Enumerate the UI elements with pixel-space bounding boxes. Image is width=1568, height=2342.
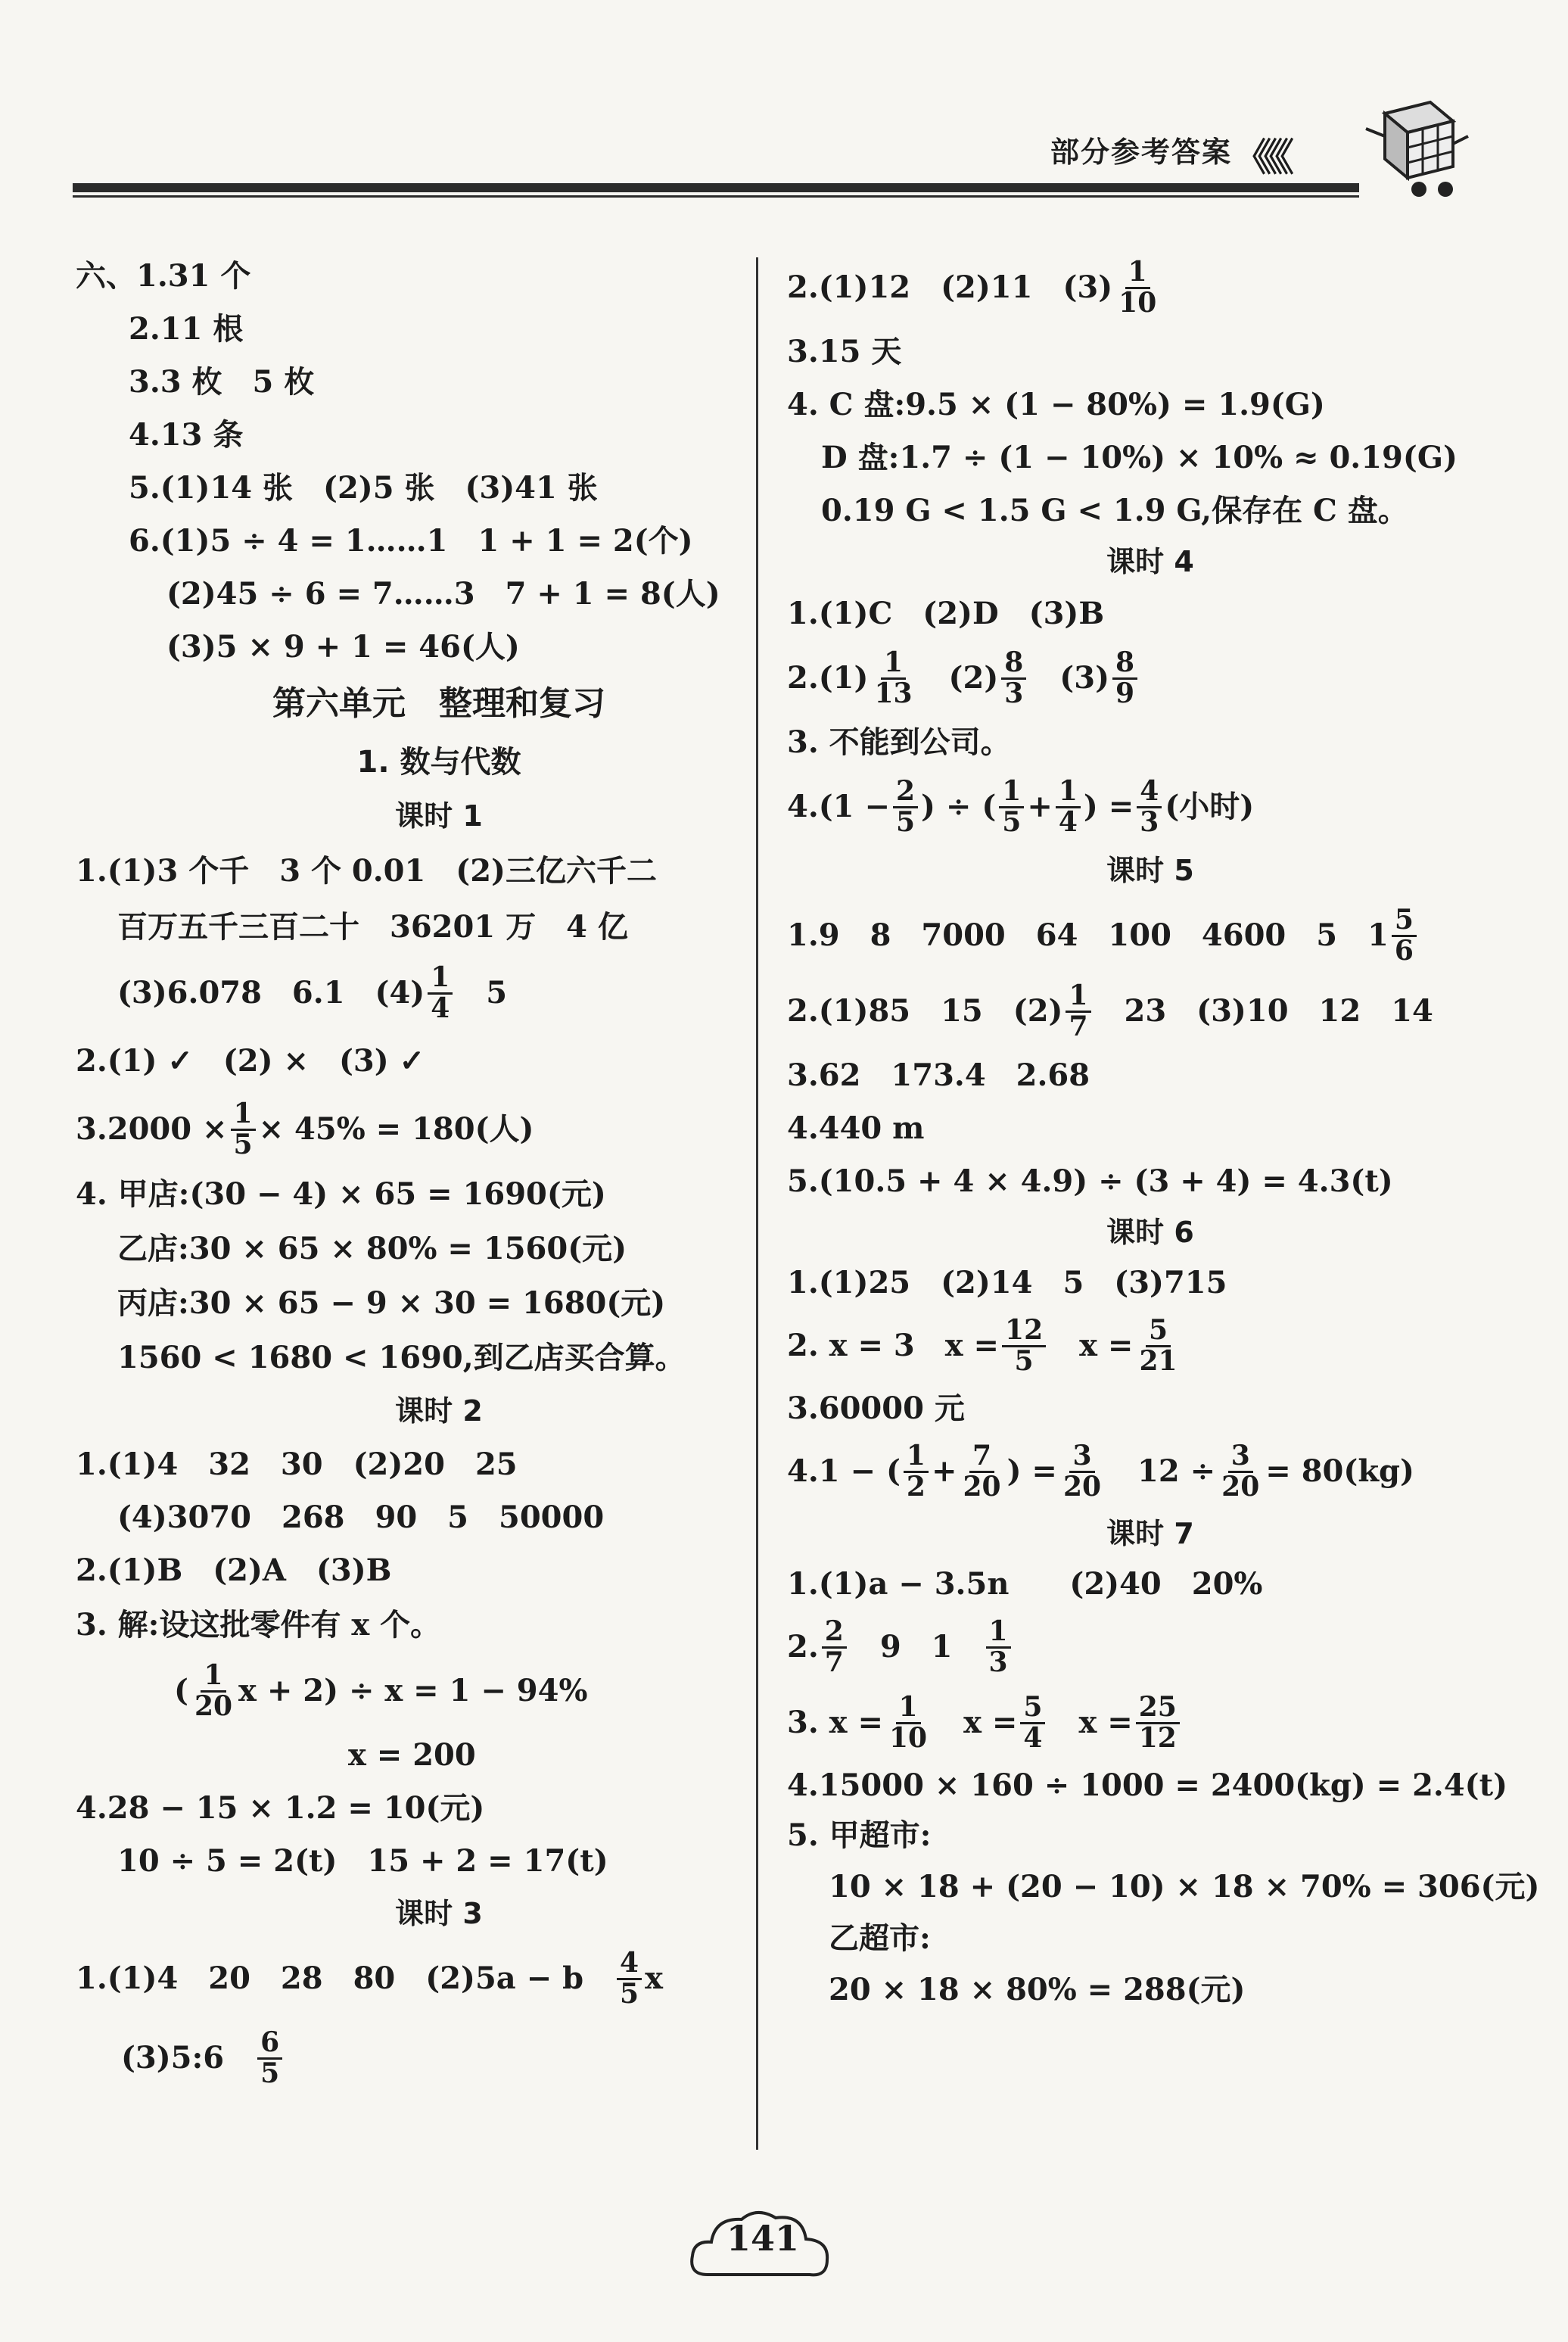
answer-line: 4.15000 × 160 ÷ 1000 = 2400(kg) = 2.4(t) — [787, 1767, 1507, 1803]
cube-mascot-icon — [1355, 83, 1476, 204]
denominator: 5 — [895, 805, 916, 838]
text: 3.2000 × — [76, 1111, 228, 1147]
unit-title: 第六单元 整理和复习 — [272, 684, 605, 723]
answer-line — [76, 1653, 802, 1729]
denominator: 3 — [1140, 805, 1159, 838]
fraction — [1060, 1439, 1104, 1503]
numerator: 5 — [1392, 906, 1417, 937]
denominator: 20 — [194, 1690, 233, 1722]
denominator: 4 — [431, 992, 450, 1024]
answer-line: 1.(1)3 个千 3 个 0.01 (2)三亿六千二 — [76, 853, 657, 889]
fraction — [1001, 646, 1026, 709]
fraction — [886, 1690, 930, 1754]
answer-line: 3.3 枚 5 枚 — [129, 364, 315, 400]
fraction — [1137, 774, 1162, 838]
numerator: 1 — [231, 1100, 256, 1131]
denominator: 10 — [888, 1721, 928, 1754]
answer-line: 3.62 173.4 2.68 — [787, 1057, 1090, 1093]
numerator: 1 — [1125, 258, 1150, 289]
fraction — [1392, 903, 1417, 967]
text: 12 ÷ — [1107, 1453, 1216, 1489]
text: (3) — [1029, 660, 1109, 696]
answer-line — [787, 250, 1514, 325]
text: 2.(1) — [787, 660, 869, 696]
fraction — [191, 1658, 235, 1722]
denominator: 5 — [620, 1977, 639, 2010]
text: 4.1 − ( — [787, 1453, 901, 1489]
lesson-heading: 课时 2 — [395, 1394, 483, 1428]
fraction — [1056, 774, 1081, 838]
text: 1.(1)4 20 28 80 (2)5a − b — [76, 1960, 614, 1996]
text: x = — [1048, 1705, 1133, 1740]
numerator: 5 — [1146, 1316, 1171, 1347]
answer-line — [76, 1941, 802, 2017]
answer-line: (4)3070 268 90 5 50000 — [117, 1500, 605, 1535]
numerator: 1 — [1056, 777, 1081, 808]
lesson-heading: 课时 1 — [395, 799, 483, 833]
answer-line: 2.(1) ✓ (2) × (3) ✓ — [76, 1043, 425, 1079]
lesson-heading: 课时 7 — [1106, 1517, 1194, 1551]
denominator: 6 — [1394, 934, 1414, 967]
text: × 45% = 180(人) — [258, 1111, 534, 1147]
answer-line: 5. 甲超市: — [787, 1817, 932, 1853]
denominator: 5 — [233, 1128, 253, 1160]
numerator: 1 — [1066, 982, 1090, 1013]
answer-line — [787, 898, 1514, 973]
answer-line — [787, 1434, 1514, 1509]
text: 4.(1 − — [787, 789, 890, 824]
numerator: 8 — [1001, 649, 1026, 680]
answer-line: 乙超市: — [829, 1920, 931, 1956]
answer-line: D 盘:1.7 ÷ (1 − 10%) × 10% ≈ 0.19(G) — [821, 440, 1458, 475]
text: x = — [933, 1705, 1018, 1740]
denominator: 5 — [1002, 805, 1022, 838]
answer-line: 0.19 G < 1.5 G < 1.9 G,保存在 C 盘。 — [821, 493, 1408, 528]
answer-line: 1.(1)a − 3.5n (2)40 20% — [787, 1566, 1263, 1602]
numerator: 1 — [428, 964, 453, 995]
section-title: 1. 数与代数 — [356, 745, 521, 780]
answer-line: 4.440 m — [787, 1110, 925, 1146]
numerator: 4 — [1137, 777, 1162, 808]
answer-line: x = 200 — [348, 1737, 476, 1773]
denominator: 20 — [963, 1470, 1001, 1503]
numerator: 5 — [1020, 1693, 1045, 1724]
answer-line: 百万五千三百二十 36201 万 4 亿 — [117, 909, 628, 945]
answer-line: 丙店:30 × 65 − 9 × 30 = 1680(元) — [117, 1285, 666, 1321]
chevron-icon: 《《《 — [1234, 135, 1286, 179]
denominator: 13 — [874, 677, 913, 709]
text: 9 1 — [849, 1629, 983, 1665]
numerator: 1 — [999, 777, 1024, 808]
text: 1.9 8 7000 64 100 4600 5 1 — [787, 917, 1389, 953]
text: ) = — [1083, 789, 1134, 824]
denominator: 3 — [988, 1646, 1008, 1678]
denominator: 20 — [1221, 1470, 1260, 1503]
fraction — [428, 961, 453, 1024]
numerator: 1 — [896, 1693, 921, 1724]
text: ) = — [1006, 1453, 1057, 1489]
text: (2) — [918, 660, 999, 696]
numerator: 4 — [617, 1949, 642, 1980]
answer-line: (3)5 × 9 + 1 = 46(人) — [166, 629, 520, 665]
answer-line — [76, 2017, 802, 2100]
text: (3)6.078 6.1 (4) — [117, 975, 425, 1011]
text: + — [931, 1453, 957, 1489]
answer-line: 1.(1)4 32 30 (2)20 25 — [76, 1447, 518, 1482]
numerator: 12 — [1002, 1316, 1046, 1347]
lesson-heading: 课时 4 — [1106, 545, 1194, 579]
text: 5 — [456, 975, 508, 1011]
lesson-heading: 课时 5 — [1106, 854, 1194, 888]
numerator: 2 — [893, 777, 918, 808]
answer-line: 3.15 天 — [787, 334, 902, 369]
answer-line: 乙店:30 × 65 × 80% = 1560(元) — [117, 1231, 627, 1266]
fraction — [960, 1439, 1003, 1503]
fraction — [904, 1439, 929, 1503]
text: 2. — [787, 1629, 819, 1665]
answer-line — [76, 1092, 802, 1167]
denominator: 9 — [1115, 677, 1135, 709]
answer-line: 6.(1)5 ÷ 4 = 1……1 1 + 1 = 2(个) — [129, 523, 693, 559]
answer-line — [787, 1609, 1514, 1685]
answer-line — [787, 640, 1514, 716]
answer-line: 六、1.31 个 — [76, 258, 251, 294]
fraction — [1136, 1690, 1180, 1754]
answer-line: 3.60000 元 — [787, 1391, 965, 1426]
numerator: 6 — [257, 2029, 282, 2060]
answer-line: 1.(1)C (2)D (3)B — [787, 596, 1105, 631]
answer-line: 10 × 18 + (20 − 10) × 18 × 70% = 306(元) — [829, 1869, 1540, 1904]
denominator: 7 — [824, 1646, 844, 1678]
fraction — [1136, 1313, 1180, 1377]
fraction — [893, 774, 918, 838]
answer-line: 3. 解:设这批零件有 x 个。 — [76, 1607, 441, 1643]
text: 2.(1)85 15 (2) — [787, 993, 1063, 1029]
header-rule-thin — [73, 195, 1359, 198]
fraction — [999, 774, 1024, 838]
answer-line: 10 ÷ 5 = 2(t) 15 + 2 = 17(t) — [117, 1843, 608, 1879]
fraction — [986, 1615, 1011, 1678]
numerator: 1 — [986, 1618, 1011, 1649]
numerator: 7 — [969, 1442, 994, 1473]
fraction — [231, 1097, 256, 1160]
answer-line: 5.(10.5 + 4 × 4.9) ÷ (3 + 4) = 4.3(t) — [787, 1163, 1393, 1199]
text: x + 2) ÷ x = 1 − 94% — [238, 1673, 588, 1708]
text: (小时) — [1165, 789, 1255, 824]
denominator: 12 — [1138, 1721, 1177, 1754]
answer-line: 4.13 条 — [129, 417, 244, 453]
denominator: 5 — [260, 2057, 280, 2089]
fraction — [822, 1615, 847, 1678]
answer-line: 4.28 − 15 × 1.2 = 10(元) — [76, 1790, 485, 1826]
fraction — [1112, 646, 1137, 709]
text: x — [645, 1960, 663, 1996]
answer-line: 1.(1)25 (2)14 5 (3)715 — [787, 1265, 1227, 1300]
answer-line: 4. 甲店:(30 − 4) × 65 = 1690(元) — [76, 1176, 606, 1212]
denominator: 2 — [906, 1470, 926, 1503]
denominator: 10 — [1118, 286, 1157, 319]
answer-line — [787, 973, 1514, 1049]
text: x = — [1049, 1328, 1134, 1363]
text: 3. x = — [787, 1705, 883, 1740]
denominator: 20 — [1062, 1470, 1102, 1503]
answer-line: 4. C 盘:9.5 × (1 − 80%) = 1.9(G) — [787, 387, 1325, 422]
numerator: 8 — [1112, 649, 1137, 680]
answer-line: 1560 < 1680 < 1690,到乙店买合算。 — [117, 1340, 686, 1375]
answer-line — [76, 955, 802, 1031]
text: ( — [174, 1673, 188, 1708]
header-title: 部分参考答案 — [1050, 135, 1233, 169]
numerator: 1 — [201, 1662, 226, 1693]
denominator: 3 — [1004, 677, 1024, 709]
text: + — [1027, 789, 1053, 824]
answer-line: 2.11 根 — [129, 311, 244, 347]
page-header — [0, 0, 1568, 204]
fraction — [1002, 1313, 1046, 1377]
answer-line: 5.(1)14 张 (2)5 张 (3)41 张 — [129, 470, 598, 506]
answer-line: 2.(1)B (2)A (3)B — [76, 1553, 392, 1588]
answer-line — [787, 1308, 1514, 1384]
fraction — [1115, 255, 1159, 319]
fraction — [871, 646, 915, 709]
denominator: 4 — [1023, 1721, 1043, 1754]
lesson-heading: 课时 6 — [1106, 1216, 1194, 1250]
answer-line: 3. 不能到公司。 — [787, 724, 1011, 760]
page-number: 141 — [726, 2218, 800, 2259]
header-rule — [73, 183, 1359, 192]
fraction — [257, 2026, 282, 2089]
numerator: 2 — [822, 1618, 847, 1649]
fraction — [1020, 1690, 1045, 1754]
fraction — [1066, 979, 1090, 1042]
left-column — [76, 250, 802, 2100]
text: 2.(1)12 (2)11 (3) — [787, 269, 1113, 305]
denominator: 4 — [1058, 805, 1078, 838]
answer-line: (2)45 ÷ 6 = 7……3 7 + 1 = 8(人) — [166, 576, 720, 612]
denominator: 7 — [1069, 1010, 1088, 1042]
text: ) ÷ ( — [921, 789, 997, 824]
lesson-heading: 课时 3 — [395, 1897, 483, 1931]
answer-line: 20 × 18 × 80% = 288(元) — [829, 1972, 1246, 2007]
text: (3)5:6 — [121, 2040, 255, 2076]
numerator: 3 — [1228, 1442, 1253, 1473]
text: 2. x = 3 x = — [787, 1328, 1000, 1363]
right-column — [787, 250, 1540, 2017]
fraction — [617, 1946, 642, 2010]
fraction — [1218, 1439, 1262, 1503]
denominator: 21 — [1139, 1344, 1178, 1377]
numerator: 1 — [881, 649, 906, 680]
answer-line — [787, 769, 1514, 845]
numerator: 1 — [904, 1442, 929, 1473]
numerator: 3 — [1069, 1442, 1094, 1473]
numerator: 25 — [1136, 1693, 1180, 1724]
text: 23 (3)10 12 14 — [1094, 993, 1433, 1029]
denominator: 5 — [1014, 1344, 1034, 1377]
answer-line — [787, 1685, 1514, 1761]
text: = 80(kg) — [1265, 1453, 1414, 1489]
